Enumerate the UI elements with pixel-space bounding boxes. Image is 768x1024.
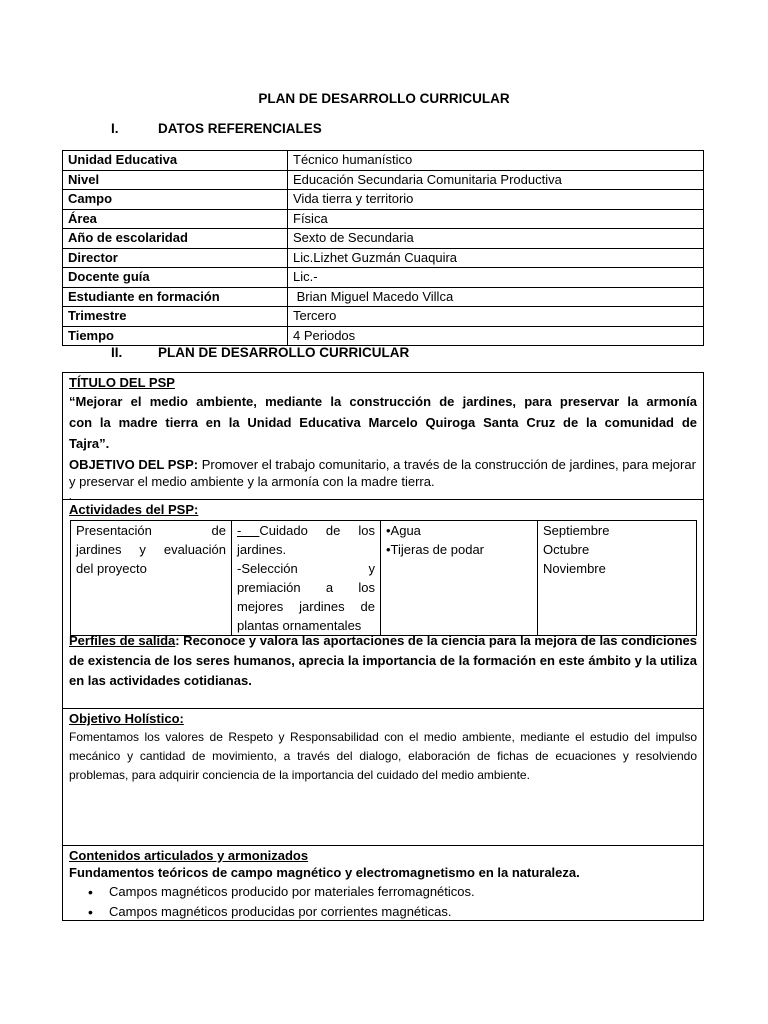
psp-objective-label: OBJETIVO DEL PSP:	[69, 457, 199, 472]
divider	[63, 845, 703, 846]
field-label: Área	[63, 209, 288, 229]
section-heading-datos	[111, 121, 322, 136]
field-value: Lic.-	[288, 268, 704, 288]
contents-list	[69, 882, 697, 922]
activity-line: del proyecto	[76, 561, 147, 576]
section-label: DATOS REFERENCIALES	[158, 121, 322, 136]
section-number: I.	[111, 121, 119, 136]
field-value: Física	[288, 209, 704, 229]
month-item: Octubre	[543, 542, 590, 557]
resource-item: •Tijeras de podar	[386, 542, 485, 557]
resource-item: •Agua	[386, 523, 421, 538]
month-item: Noviembre	[543, 561, 606, 576]
month-item: Septiembre	[543, 523, 610, 538]
psp-title-line: con la madre tierra en la Unidad Educativa Marcelo Quiroga Santa Cruz de la comunidad de	[69, 415, 697, 430]
field-label: Año de escolaridad	[63, 229, 288, 249]
contents-label: Contenidos articulados y armonizados	[69, 848, 309, 863]
activity-line: jardines.	[237, 542, 287, 557]
psp-dot: .	[69, 491, 72, 501]
table-row	[63, 326, 704, 346]
datos-referenciales-table	[62, 150, 704, 346]
table-row	[63, 229, 704, 249]
table-row	[63, 268, 704, 288]
field-value: Sexto de Secundaria	[288, 229, 704, 249]
field-value: Lic.Lizhet Guzmán Cuaquira	[288, 248, 704, 268]
activity-line: mejores jardines de	[237, 599, 375, 614]
activities-section	[63, 501, 703, 518]
section-number: II.	[111, 345, 123, 360]
divider	[63, 708, 703, 709]
field-label: Campo	[63, 190, 288, 210]
profiles-label: Perfiles de salida	[69, 633, 176, 648]
task-text: Cuidado de los	[259, 523, 375, 538]
holistic-label: Objetivo Holístico:	[69, 711, 184, 726]
profiles-text	[69, 631, 697, 691]
activity-line: Presentación de	[76, 523, 226, 538]
psp-title-line: “Mejorar el medio ambiente, mediante la construcción de jardines, para preservar la armonía	[69, 394, 697, 409]
activity-line: plantas ornamentales	[237, 618, 362, 633]
activity-description-cell	[71, 521, 232, 636]
activity-line: jardines y evaluación	[76, 542, 226, 557]
contents-section	[63, 847, 703, 922]
field-label: Estudiante en formación	[63, 287, 288, 307]
field-value: Técnico humanístico	[288, 151, 704, 171]
psp-title-line: Tajra”.	[69, 436, 110, 451]
contents-subtitle: Fundamentos teóricos de campo magnético y electromagnetismo en la naturaleza.	[69, 865, 580, 880]
table-row	[63, 307, 704, 327]
field-label: Unidad Educativa	[63, 151, 288, 171]
field-label: Director	[63, 248, 288, 268]
table-row	[63, 151, 704, 171]
field-label: Docente guía	[63, 268, 288, 288]
field-value: Brian Miguel Macedo Villca	[288, 287, 704, 307]
activity-tasks-cell	[232, 521, 381, 636]
field-value: Vida tierra y territorio	[288, 190, 704, 210]
activity-line	[237, 521, 375, 540]
field-label: Trimestre	[63, 307, 288, 327]
holistic-text: Fomentamos los valores de Respeto y Responsabilidad con el medio ambiente, mediante el estudio del impulso mecánico y cantidad de movimiento, a través del dialogo, elaboración de fichas de ecuaciones y resolviendo problemas, para adquirir conciencia de la importancia del cuidado del medio ambiente.	[69, 730, 697, 782]
field-value: Tercero	[288, 307, 704, 327]
plan-box	[62, 372, 704, 921]
psp-section	[63, 374, 703, 502]
list-item: • Campos magnéticos producido por materiales ferromagnéticos.	[109, 882, 697, 902]
divider	[63, 499, 703, 500]
table-row	[63, 287, 704, 307]
document-title: PLAN DE DESARROLLO CURRICULAR	[258, 91, 510, 106]
activity-line: premiación a los	[237, 580, 375, 595]
profiles-section	[63, 631, 703, 691]
psp-title-text	[69, 391, 697, 454]
profiles-body: : Reconoce y valora las aportaciones de la ciencia para la mejora de las condiciones de existencia de los seres humanos, aprecia la importancia de la formación en este ámbito y la utiliza en las actividades cotidianas.	[69, 633, 697, 688]
activities-table	[70, 520, 697, 636]
section-heading-plan	[111, 345, 409, 360]
psp-objective	[69, 456, 697, 490]
table-row	[63, 170, 704, 190]
field-value: Educación Secundaria Comunitaria Productiva	[288, 170, 704, 190]
field-label: Nivel	[63, 170, 288, 190]
field-value: 4 Periodos	[288, 326, 704, 346]
activities-label: Actividades del PSP:	[69, 502, 199, 517]
list-item: • Campos magnéticos producidas por corrientes magnéticas.	[109, 902, 697, 922]
section-label: PLAN DE DESARROLLO CURRICULAR	[158, 345, 410, 360]
table-row	[63, 248, 704, 268]
activity-months-cell	[538, 521, 697, 636]
task-dash: -	[237, 523, 260, 538]
activity-resources-cell	[381, 521, 538, 636]
activity-line: -Selección y	[237, 561, 375, 576]
field-label: Tiempo	[63, 326, 288, 346]
holistic-section	[63, 710, 703, 785]
table-row	[63, 190, 704, 210]
psp-title-label: TÍTULO DEL PSP	[69, 375, 175, 390]
table-row	[63, 209, 704, 229]
psp-objective-text: Promover el trabajo comunitario, a través de la construcción de jardines, para mejorar y preservar el medio ambiente y la armonía con la madre tierra.	[69, 457, 696, 489]
